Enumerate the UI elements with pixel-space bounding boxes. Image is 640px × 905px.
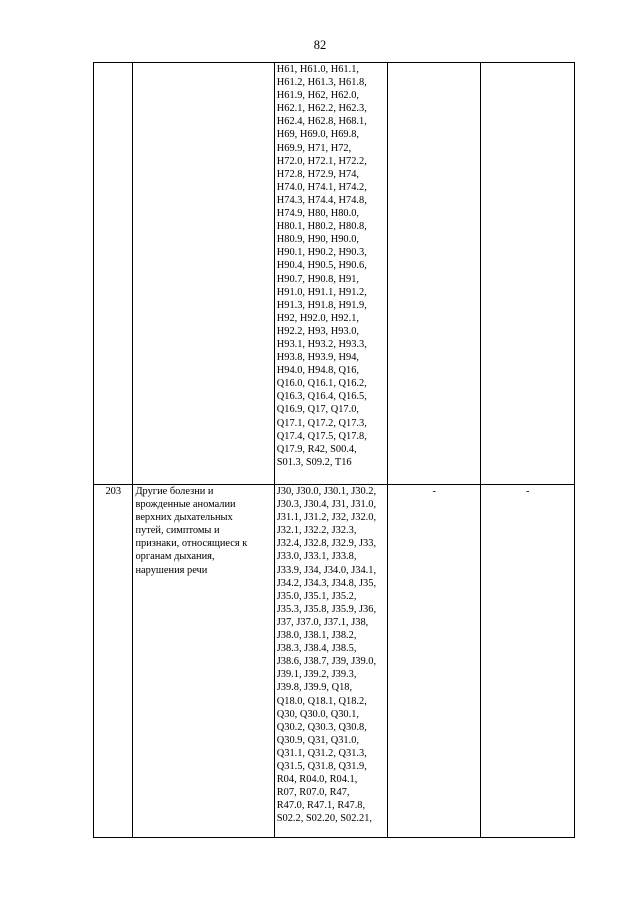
column-4-cell [387,63,480,485]
disease-codes-table [93,62,575,838]
page-number: 82 [313,38,327,52]
column-5-cell [481,63,575,485]
disease-name-cell: Другие болезни и врожденные аномалии верхних дыхательных путей, симптомы и признаки, относящиеся к органам дыхания, нарушения речи [133,485,274,838]
table-row [94,63,575,485]
column-4-cell: - [387,485,480,838]
icd-codes-cell: H61, H61.0, H61.1, H61.2, H61.3, H61.8, H61.9, H62, H62.0, H62.1, H62.2, H62.3, H62.4, H62.8, H68.1, H69, H69.0, H69.8, H69.9, H71, H72, H72.0, H72.1, H72.2, H72.8, H72.9, H74, H74.0, H74.1, H74.2, H74.3, H74.4, H74.8, H74.9, H80, H80.0, H80.1, H80.2, H80.8, H80.9, H90, H90.0, H90.1, H90.2, H90.3, H90.4, H90.5, H90.6, H90.7, H90.8, H91, H91.0, H91.1, H91.2, H91.3, H91.8, H91.9, H92, H92.0, H92.1, H92.2, H93, H93.0, H93.1, H93.2, H93.3, H93.8, H93.9, H94, H94.0, H94.8, Q16, Q16.0, Q16.1, Q16.2, Q16.3, Q16.4, Q16.5, Q16.9, Q17, Q17.0, Q17.1, Q17.2, Q17.3, Q17.4, Q17.5, Q17.8, Q17.9, R42, S00.4, S01.3, S09.2, T16 [274,63,387,485]
disease-name-cell [133,63,274,485]
row-number-cell [94,63,133,485]
column-5-cell: - [481,485,575,838]
table-row [94,485,575,838]
row-number-cell: 203 [94,485,133,838]
icd-codes-cell: J30, J30.0, J30.1, J30.2, J30.3, J30.4, J31, J31.0, J31.1, J31.2, J32, J32.0, J32.1, J32.2, J32.3, J32.4, J32.8, J32.9, J33, J33.0, J33.1, J33.8, J33.9, J34, J34.0, J34.1, J34.2, J34.3, J34.8, J35, J35.0, J35.1, J35.2, J35.3, J35.8, J35.9, J36, J37, J37.0, J37.1, J38, J38.0, J38.1, J38.2, J38.3, J38.4, J38.5, J38.6, J38.7, J39, J39.0, J39.1, J39.2, J39.3, J39.8, J39.9, Q18, Q18.0, Q18.1, Q18.2, Q30, Q30.0, Q30.1, Q30.2, Q30.3, Q30.8, Q30.9, Q31, Q31.0, Q31.1, Q31.2, Q31.3, Q31.5, Q31.8, Q31.9, R04, R04.0, R04.1, R07, R07.0, R47, R47.0, R47.1, R47.8, S02.2, S02.20, S02.21, [274,485,387,838]
